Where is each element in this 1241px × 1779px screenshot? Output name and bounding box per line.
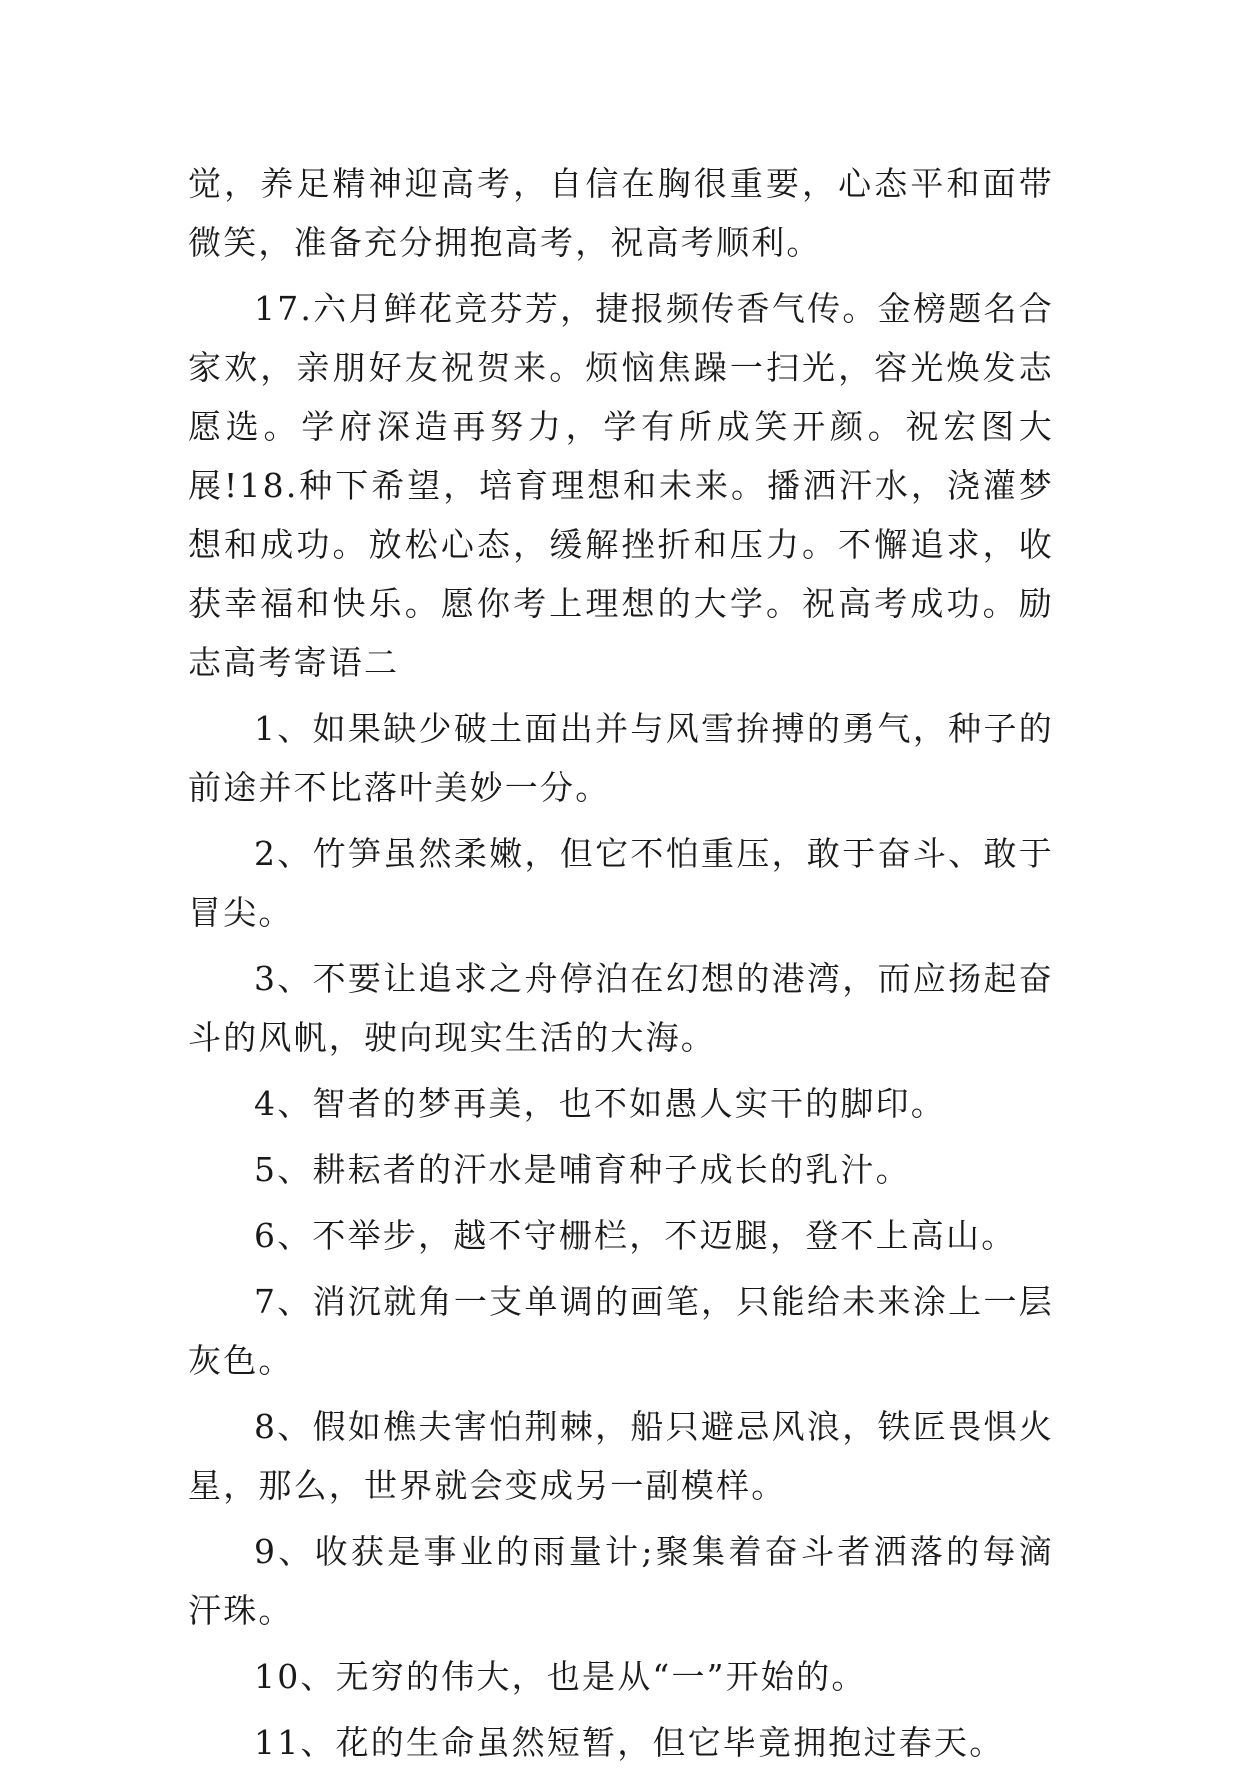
- paragraph-item-8: 8、假如樵夫害怕荆棘，船只避忌风浪，铁匠畏惧火星，那么，世界就会变成另一副模样。: [188, 1407, 1054, 1505]
- paragraph-item-3: 3、不要让追求之舟停泊在幻想的港湾，而应扬起奋斗的风帆，驶向现实生活的大海。: [188, 959, 1054, 1057]
- paragraph-item-6: 6、不举步，越不守栅栏，不迈腿，登不上高山。: [254, 1216, 1017, 1255]
- paragraph-17-18: 17.六月鲜花竞芬芳，捷报频传香气传。金榜题名合家欢，亲朋好友祝贺来。烦恼焦躁一扫光，容光焕发志愿选。学府深造再努力，学有所成笑开颜。祝宏图大展!18.种下希望，培育理想和未来。播洒汗水，浇灌梦想和成功。放松心态，缓解挫折和压力。不懈追求，收获幸福和快乐。愿你考上理想的大学。祝高考成功。励志高考寄语二: [188, 289, 1054, 682]
- paragraph-continuation: 觉，养足精神迎高考，自信在胸很重要，心态平和面带微笑，准备充分拥抱高考，祝高考顺利。: [188, 164, 1054, 262]
- paragraph-item-5: 5、耕耘者的汗水是哺育种子成长的乳汁。: [254, 1150, 911, 1189]
- paragraph-item-7: 7、消沉就角一支单调的画笔，只能给未来涂上一层灰色。: [188, 1282, 1054, 1380]
- document-body: [188, 154, 1054, 1779]
- paragraph-item-1: 1、如果缺少破土面出并与风雪拚搏的勇气，种子的前途并不比落叶美妙一分。: [188, 709, 1054, 807]
- paragraph-item-9: 9、收获是事业的雨量计;聚集着奋斗者洒落的每滴汗珠。: [188, 1532, 1054, 1630]
- paragraph-item-2: 2、竹笋虽然柔嫩，但它不怕重压，敢于奋斗、敢于冒尖。: [188, 834, 1054, 932]
- paragraph-item-4: 4、智者的梦再美，也不如愚人实干的脚印。: [254, 1084, 946, 1123]
- paragraph-item-11: 11、花的生命虽然短暂，但它毕竟拥抱过春天。: [254, 1723, 1005, 1762]
- paragraph-item-10: 10、无穷的伟大，也是从“一”开始的。: [254, 1657, 867, 1696]
